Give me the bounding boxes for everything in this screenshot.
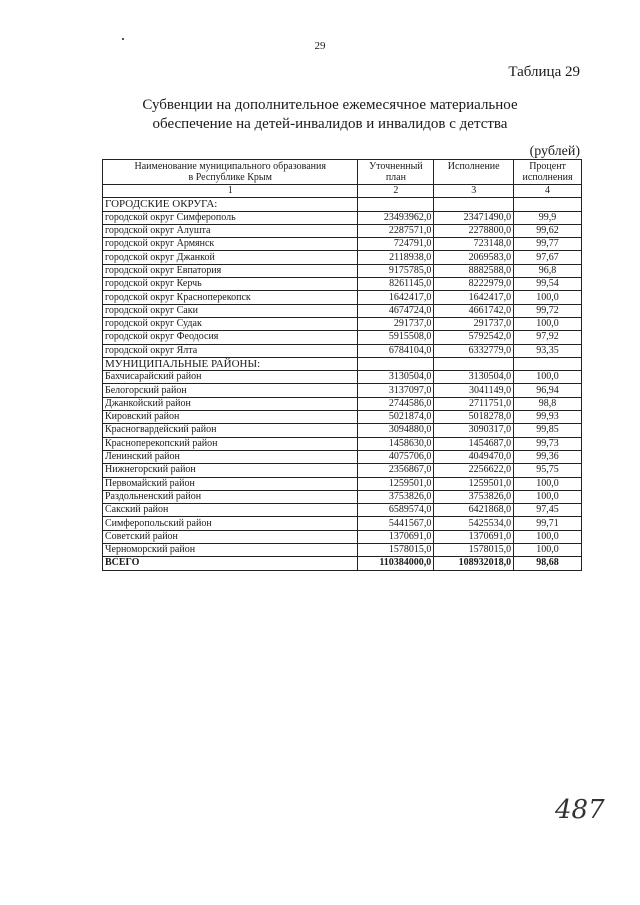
cell-name: Первомайский район <box>103 477 358 490</box>
cell-pct: 97,45 <box>514 504 582 517</box>
table-row <box>103 317 582 330</box>
table-row <box>103 238 582 251</box>
table-row <box>103 304 582 317</box>
cell-exec: 2069583,0 <box>434 251 514 264</box>
cell-pct: 99,72 <box>514 304 582 317</box>
cell-exec: 6332779,0 <box>434 344 514 357</box>
table-row <box>103 331 582 344</box>
cell-plan: 2287571,0 <box>358 224 434 237</box>
header-plan-line1: Уточненный <box>369 161 423 172</box>
table-row <box>103 251 582 264</box>
cell-name: городской округ Симферополь <box>103 211 358 224</box>
cell-exec: 23471490,0 <box>434 211 514 224</box>
cell-pct: 99,93 <box>514 411 582 424</box>
cell-exec: 2256622,0 <box>434 464 514 477</box>
table-row <box>103 264 582 277</box>
cell-plan: 1578015,0 <box>358 544 434 557</box>
table-row <box>103 211 582 224</box>
cell-exec: 3090317,0 <box>434 424 514 437</box>
table-row <box>103 437 582 450</box>
cell-plan: 110384000,0 <box>358 557 434 570</box>
cell-name: городской округ Судак <box>103 317 358 330</box>
header-name-line1: Наименование муниципального образования <box>134 161 326 172</box>
table-row <box>103 291 582 304</box>
cell-plan: 2356867,0 <box>358 464 434 477</box>
title-line-2: обеспечение на детей-инвалидов и инвалидов с детства <box>152 116 508 132</box>
cell-pct: 100,0 <box>514 490 582 503</box>
cell-name: Красноперекопский район <box>103 437 358 450</box>
table-row <box>103 224 582 237</box>
cell-name: Белогорский район <box>103 384 358 397</box>
column-number-row <box>103 185 582 198</box>
cell-name: Нижнегорский район <box>103 464 358 477</box>
cell-plan: 1259501,0 <box>358 477 434 490</box>
cell-name: ВСЕГО <box>103 557 358 570</box>
cell-pct: 100,0 <box>514 371 582 384</box>
cell-plan: 1642417,0 <box>358 291 434 304</box>
table-row <box>103 504 582 517</box>
cell-plan: 4674724,0 <box>358 304 434 317</box>
cell-plan: 3137097,0 <box>358 384 434 397</box>
cell-exec: 4661742,0 <box>434 304 514 317</box>
header-plan-line2: план <box>385 172 406 183</box>
cell-name: городской округ Евпатория <box>103 264 358 277</box>
cell-exec: 108932018,0 <box>434 557 514 570</box>
cell-exec: 1259501,0 <box>434 477 514 490</box>
column-number: 1 <box>103 185 358 198</box>
page-number: 29 <box>314 40 326 52</box>
unit-label: (рублей) <box>529 144 580 159</box>
cell-name: Раздольненский район <box>103 490 358 503</box>
column-number: 2 <box>358 185 434 198</box>
header-name <box>103 160 358 185</box>
table-row <box>103 397 582 410</box>
header-pct-line2: исполнения <box>522 172 573 183</box>
document-title <box>120 96 540 134</box>
cell-exec: 5018278,0 <box>434 411 514 424</box>
table-row <box>103 464 582 477</box>
cell-name: Кировский район <box>103 411 358 424</box>
table-row <box>103 517 582 530</box>
cell-pct: 97,67 <box>514 251 582 264</box>
cell-plan: 4075706,0 <box>358 450 434 463</box>
cell-plan: 1458630,0 <box>358 437 434 450</box>
header-pct <box>514 160 582 185</box>
table-row <box>103 450 582 463</box>
cell-name: городской округ Ялта <box>103 344 358 357</box>
handwritten-note: 487 <box>555 795 605 825</box>
cell-exec: 8222979,0 <box>434 278 514 291</box>
cell-name: городской округ Красноперекопск <box>103 291 358 304</box>
section-row-cities <box>103 198 582 211</box>
cell-exec: 3130504,0 <box>434 371 514 384</box>
cell-plan: 291737,0 <box>358 317 434 330</box>
cell-exec: 1642417,0 <box>434 291 514 304</box>
cell-pct: 96,94 <box>514 384 582 397</box>
header-pct-line1: Процент <box>529 161 566 172</box>
cell-pct: 97,92 <box>514 331 582 344</box>
cell-exec: 1578015,0 <box>434 544 514 557</box>
cell-plan: 23493962,0 <box>358 211 434 224</box>
section-title: ГОРОДСКИЕ ОКРУГА: <box>103 198 358 211</box>
cell-plan: 1370691,0 <box>358 530 434 543</box>
cell-plan: 9175785,0 <box>358 264 434 277</box>
cell-pct: 98,68 <box>514 557 582 570</box>
section-row-districts <box>103 357 582 370</box>
header-row <box>103 160 582 185</box>
cell-name: Черноморский район <box>103 544 358 557</box>
cell-pct: 99,36 <box>514 450 582 463</box>
cell-pct: 99,85 <box>514 424 582 437</box>
cell-pct: 99,71 <box>514 517 582 530</box>
cell-exec: 4049470,0 <box>434 450 514 463</box>
table-row <box>103 371 582 384</box>
cell-name: городской округ Алушта <box>103 224 358 237</box>
cell-pct: 100,0 <box>514 317 582 330</box>
cell-exec: 1454687,0 <box>434 437 514 450</box>
header-exec <box>434 160 514 185</box>
table-row <box>103 557 582 570</box>
cell-pct: 98,8 <box>514 397 582 410</box>
table-row <box>103 490 582 503</box>
cell-name: Сакский район <box>103 504 358 517</box>
cell-exec: 2711751,0 <box>434 397 514 410</box>
cell-pct: 100,0 <box>514 544 582 557</box>
subvention-table <box>102 159 582 571</box>
cell-plan: 3130504,0 <box>358 371 434 384</box>
table-label: Таблица 29 <box>508 64 580 80</box>
table-row <box>103 278 582 291</box>
cell-name: городской округ Саки <box>103 304 358 317</box>
cell-exec: 3753826,0 <box>434 490 514 503</box>
cell-exec: 5425534,0 <box>434 517 514 530</box>
cell-exec: 8882588,0 <box>434 264 514 277</box>
title-line-1: Субвенции на дополнительное ежемесячное материальное <box>142 97 518 113</box>
cell-plan: 2118938,0 <box>358 251 434 264</box>
cell-exec: 1370691,0 <box>434 530 514 543</box>
header-plan <box>358 160 434 185</box>
cell-plan: 6589574,0 <box>358 504 434 517</box>
cell-pct: 95,75 <box>514 464 582 477</box>
table-row <box>103 477 582 490</box>
cell-name: Симферопольский район <box>103 517 358 530</box>
table-row <box>103 411 582 424</box>
cell-pct: 100,0 <box>514 291 582 304</box>
cell-pct: 100,0 <box>514 530 582 543</box>
cell-pct: 99,77 <box>514 238 582 251</box>
cell-exec: 5792542,0 <box>434 331 514 344</box>
cell-exec: 6421868,0 <box>434 504 514 517</box>
cell-plan: 2744586,0 <box>358 397 434 410</box>
cell-pct: 99,62 <box>514 224 582 237</box>
cell-name: Бахчисарайский район <box>103 371 358 384</box>
cell-plan: 6784104,0 <box>358 344 434 357</box>
cell-name: Советский район <box>103 530 358 543</box>
cell-pct: 99,9 <box>514 211 582 224</box>
cell-plan: 8261145,0 <box>358 278 434 291</box>
cell-pct: 93,35 <box>514 344 582 357</box>
cell-plan: 5441567,0 <box>358 517 434 530</box>
cell-name: городской округ Феодосия <box>103 331 358 344</box>
cell-exec: 3041149,0 <box>434 384 514 397</box>
cell-pct: 99,54 <box>514 278 582 291</box>
cell-name: Красногвардейский район <box>103 424 358 437</box>
cell-plan: 3753826,0 <box>358 490 434 503</box>
table-row <box>103 344 582 357</box>
cell-plan: 5021874,0 <box>358 411 434 424</box>
cell-plan: 5915508,0 <box>358 331 434 344</box>
section-title: МУНИЦИПАЛЬНЫЕ РАЙОНЫ: <box>103 357 358 370</box>
cell-name: городской округ Армянск <box>103 238 358 251</box>
table-row <box>103 530 582 543</box>
cell-name: городской округ Джанкой <box>103 251 358 264</box>
cell-exec: 723148,0 <box>434 238 514 251</box>
cell-name: городской округ Керчь <box>103 278 358 291</box>
table-row <box>103 384 582 397</box>
cell-name: Джанкойский район <box>103 397 358 410</box>
cell-plan: 3094880,0 <box>358 424 434 437</box>
cell-exec: 2278800,0 <box>434 224 514 237</box>
table-row <box>103 544 582 557</box>
cell-plan: 724791,0 <box>358 238 434 251</box>
column-number: 3 <box>434 185 514 198</box>
cell-exec: 291737,0 <box>434 317 514 330</box>
cell-pct: 96,8 <box>514 264 582 277</box>
header-name-line2: в Республике Крым <box>188 172 272 183</box>
cell-name: Ленинский район <box>103 450 358 463</box>
table-row <box>103 424 582 437</box>
column-number: 4 <box>514 185 582 198</box>
cell-pct: 100,0 <box>514 477 582 490</box>
cell-pct: 99,73 <box>514 437 582 450</box>
header-exec-label: Исполнение <box>447 161 500 172</box>
